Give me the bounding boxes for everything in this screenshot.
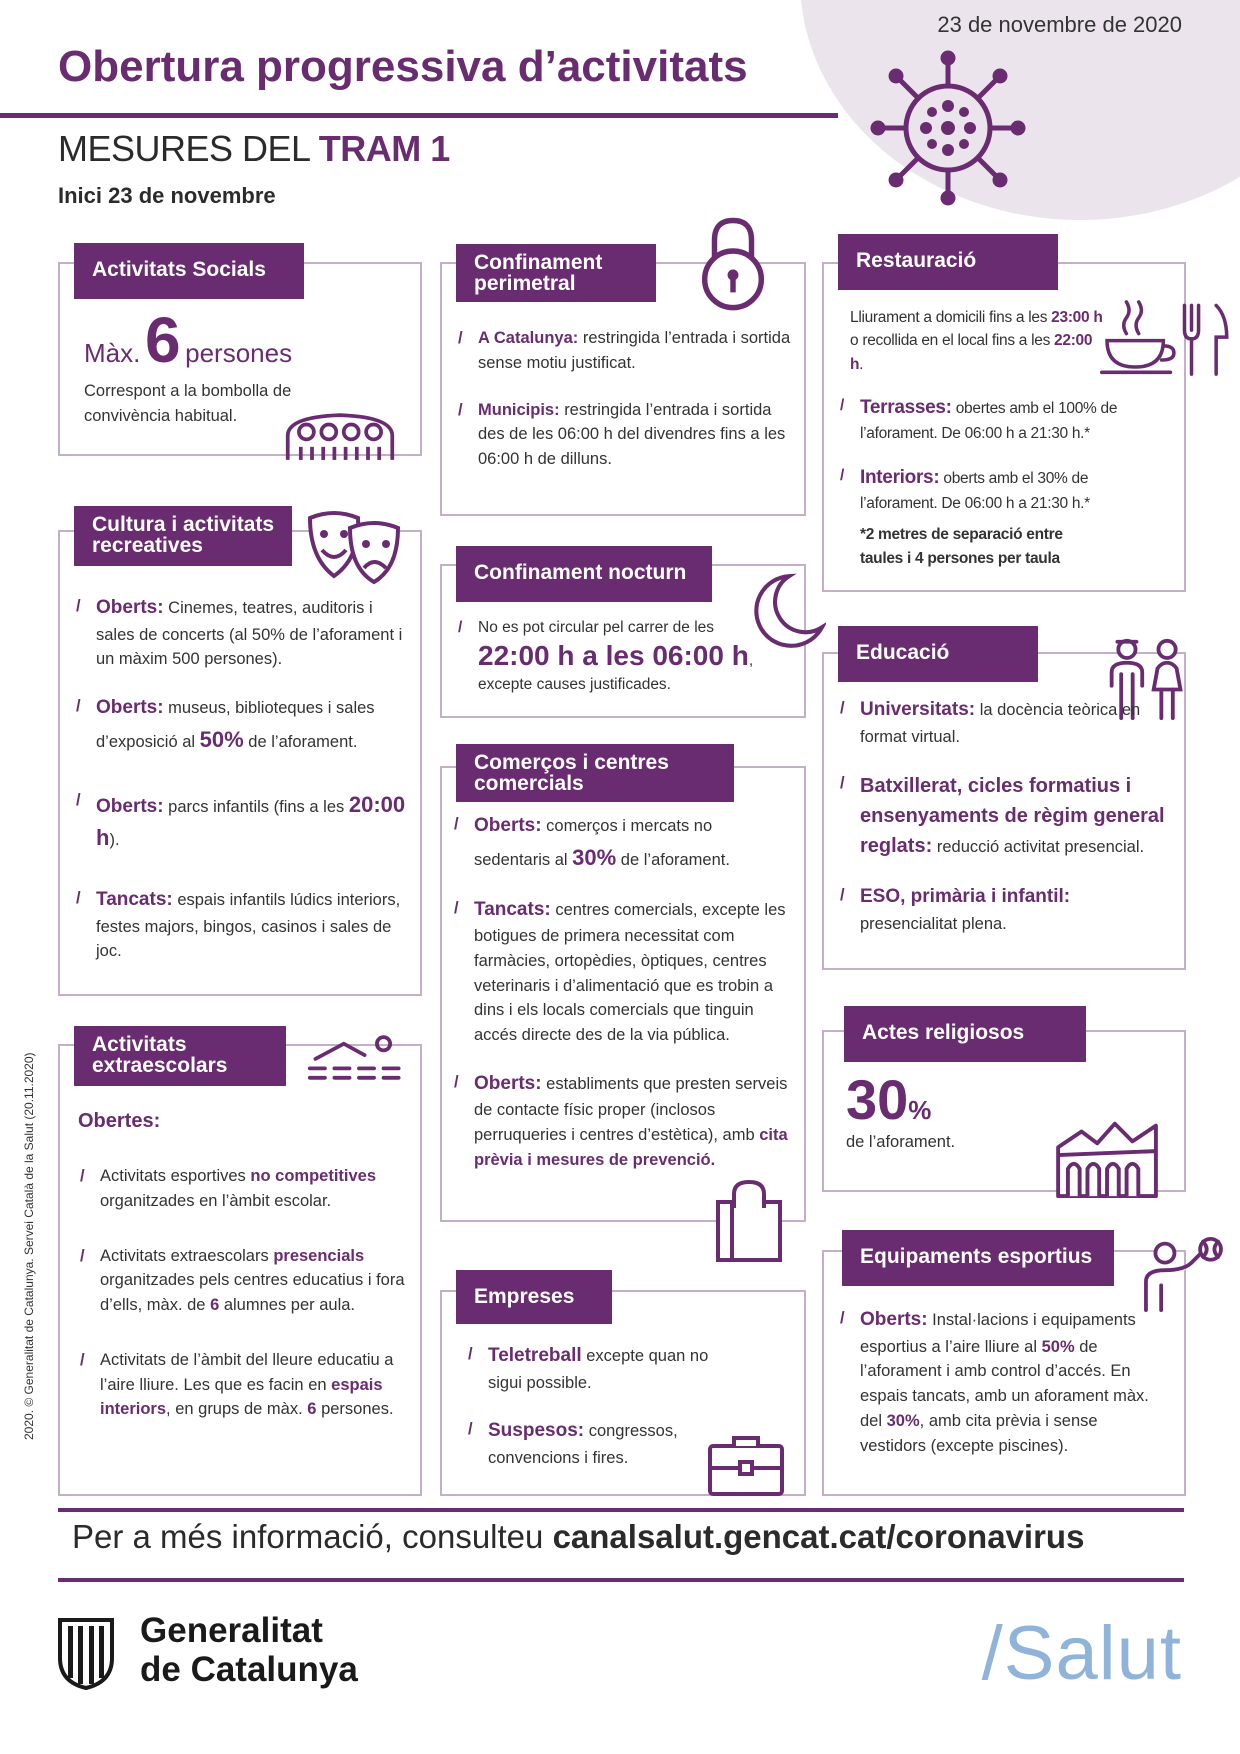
nocturn-header: Confinament nocturn [456, 546, 712, 602]
generalitat-name-line1: Generalitat [140, 1611, 323, 1650]
comercos-item-1-text-b: de l’aforament. [620, 850, 730, 869]
perimetral-item-2-text: restringida l’entrada i sortida des de les 06:00 h del divendres fins a les 06:00 h de dilluns. [478, 400, 786, 468]
restauracio-item-1-key: Terrasses: [860, 396, 952, 418]
theater-masks-icon [304, 506, 404, 586]
restauracio-delivery-a: Lliurament a domicili fins a les [850, 309, 1048, 326]
comercos-item-1-key: Oberts: [474, 815, 542, 836]
empreses-item-1 [466, 1342, 716, 1395]
padlock-icon [694, 214, 772, 312]
religiosos-text: de l’aforament. [846, 1133, 956, 1151]
socials-max-value: 6 [144, 304, 181, 376]
moon-icon [744, 570, 826, 652]
extra-item-2-text-c: alumnes per aula. [223, 1296, 356, 1314]
empreses-header: Empreses [456, 1270, 612, 1324]
more-info-prefix: Per a més informació, consulteu [72, 1518, 544, 1555]
briefcase-icon [706, 1432, 786, 1498]
copyright-note: 2020. © Generalitat de Catalunya. Servei Català de la Salut (20.11.2020) [22, 1052, 36, 1440]
shopping-bag-icon [714, 1178, 784, 1264]
restauracio-item-2-text: oberts amb el 30% de l’aforament. De 06:00 h a 21:30 h.* [860, 469, 1090, 512]
esportius-text-a: Instal·lacions i equipaments esportius a l’aire lliure al [860, 1311, 1136, 1356]
comercos-item-3-text: establiments que presten serveis de contacte físic proper (inclosos perruqueries i centres d’estètica), amb [474, 1074, 788, 1144]
restauracio-delivery-b: o recollida en el local fins a les [850, 332, 1051, 350]
generalitat-logo-icon [58, 1618, 114, 1690]
educacio-item-2-key: Batxillerat, cicles formatius i ensenyaments de règim general reglats: [860, 775, 1165, 858]
esportius-text-c: , amb cita prèvia i sense vestidors (excepte piscines). [860, 1411, 1098, 1455]
comercos-item-1 [452, 812, 792, 874]
esportius-value1: 50% [1041, 1337, 1075, 1356]
page-title: Obertura progressiva d’activitats [58, 42, 748, 91]
comercos-item-2-key: Tancats: [474, 898, 551, 920]
educacio-item-2 [838, 771, 1168, 861]
extra-item-3-text-a: Activitats de l’àmbit del lleure educatiu a l’aire lliure. Les que es facin en [100, 1350, 394, 1394]
cultura-header: Cultura i activitats recreatives [74, 506, 292, 566]
generalitat-name-line2: de Catalunya [140, 1649, 358, 1689]
generalitat-name [140, 1612, 358, 1689]
restauracio-delivery-time1: 23:00 h [1051, 309, 1103, 326]
cultura-item-1-text: Cinemes, teatres, auditoris i sales de concerts (al 50% de l’aforament i un màxim 500 persones). [96, 599, 403, 669]
restauracio-note: *2 metres de separació entre taules i 4 persones per taula [860, 526, 1063, 567]
educacio-item-1-text: la docència teòrica en format virtual. [860, 701, 1141, 746]
religiosos-unit: % [908, 1095, 932, 1125]
perimetral-body [456, 326, 796, 494]
educacio-item-3-text: presencialitat plena. [860, 914, 1007, 933]
comercos-header: Comerços i centres comercials [456, 744, 734, 802]
extra-item-2 [78, 1244, 414, 1318]
perimetral-item-1-text: restringida l’entrada i sortida sense motiu justificat. [478, 329, 791, 372]
comercos-item-1-text-a: comerços i mercats no sedentaris al [474, 817, 713, 869]
restauracio-item-1-text: obertes amb el 100% de l’aforament. De 06:00 h a 21:30 h.* [860, 399, 1118, 443]
extra-item-3-hl2: 6 [307, 1400, 317, 1419]
restauracio-header: Restauració [838, 234, 1058, 290]
educacio-item-1 [838, 696, 1168, 749]
cultura-item-3-value: 20:00 h [96, 791, 406, 850]
extra-header: Activitats extraescolars [74, 1026, 286, 1086]
extra-item-2-hl: presencials [273, 1246, 365, 1265]
empreses-item-2-text: congressos, convencions i fires. [488, 1422, 678, 1467]
extra-item-2-hl2: 6 [210, 1296, 220, 1314]
nocturn-hours: 22:00 h a les 06:00 h [478, 640, 749, 672]
sport-player-icon [1140, 1236, 1226, 1312]
extra-item-2-text-a: Activitats extraescolars [100, 1246, 269, 1265]
esportius-header: Equipaments esportius [842, 1230, 1114, 1286]
extra-intro: Obertes: [78, 1110, 161, 1132]
restauracio-delivery-time2: 22:00 h [850, 332, 1093, 373]
extra-item-3 [78, 1348, 414, 1422]
esportius-item [838, 1306, 1168, 1458]
restauracio-item-2 [838, 464, 1148, 516]
cultura-item-1 [74, 594, 410, 672]
nocturn-item: / No es pot circular pel carrer de les 22:00 h a les 06:00 h, excepte causes justificades. [456, 616, 756, 696]
esportius-body [838, 1306, 1168, 1480]
educacio-header: Educació [838, 626, 1038, 682]
comercos-item-1-value: 30% [572, 844, 617, 870]
subtitle-prefix: MESURES DEL [58, 128, 310, 169]
extra-item-1 [78, 1164, 414, 1214]
cultura-item-3-text-a: parcs infantils (fins a les [168, 797, 345, 816]
comercos-body [452, 812, 792, 1195]
perimetral-item-1 [456, 326, 796, 376]
nocturn-body [456, 616, 756, 718]
extra-item-3-text-b: , en grups de màx. [166, 1400, 303, 1419]
religiosos-body [846, 1068, 1046, 1155]
info-bottom-divider [58, 1578, 1184, 1582]
educacio-item-1-key: Universitats: [860, 699, 976, 720]
subtitle-highlight: TRAM 1 [318, 128, 450, 169]
educacio-item-3 [838, 883, 1168, 936]
perimetral-header: Confinament perimetral [456, 244, 656, 302]
perimetral-item-2-key: Municipis: [478, 400, 560, 419]
extra-item-2-text-b: organitzades pels centres educatius i fora d’ells, màx. de [100, 1271, 405, 1314]
publication-date: 23 de novembre de 2020 [937, 12, 1182, 37]
cultura-body [74, 594, 410, 986]
socials-max-label: Màx. [84, 338, 141, 368]
info-top-divider [58, 1508, 1184, 1512]
page-subtitle [58, 128, 450, 170]
cultura-item-3-key: Oberts: [96, 795, 164, 817]
empreses-item-1-text: excepte quan no sigui possible. [488, 1347, 709, 1392]
empreses-item-2-key: Suspesos: [488, 1420, 585, 1442]
virus-icon [868, 48, 1028, 208]
cultura-item-2-value: 50% [199, 726, 244, 752]
comercos-item-3-key: Oberts: [474, 1072, 542, 1094]
educacio-item-2-text: reducció activitat presencial. [936, 838, 1145, 857]
swimmer-icon [306, 1030, 410, 1084]
comercos-item-3 [452, 1070, 792, 1173]
cultura-item-3-text-b: ). [109, 831, 120, 849]
restauracio-item-2-key: Interiors: [860, 466, 940, 488]
nocturn-text-a: No es pot circular pel carrer de les [478, 619, 715, 636]
restauracio-item-1 [838, 394, 1148, 446]
more-info-link[interactable]: canalsalut.gencat.cat/coronavirus [552, 1518, 1085, 1555]
educacio-item-3-key: ESO, primària i infantil: [860, 886, 1071, 908]
perimetral-item-2 [456, 398, 796, 472]
socials-max-unit: persones [185, 338, 293, 368]
empreses-item-2 [466, 1417, 716, 1470]
cultura-item-2-text-b: de l’aforament. [248, 732, 358, 751]
church-icon [1054, 1112, 1162, 1200]
more-info [72, 1518, 1084, 1556]
cultura-item-4 [74, 886, 410, 964]
religiosos-value: 30 [846, 1068, 909, 1131]
religiosos-header: Actes religiosos [844, 1006, 1086, 1062]
cultura-item-4-key: Tancats: [96, 889, 173, 910]
restauracio-delivery: Lliurament a domicili fins a les 23:00 h o recollida en el local fins a les 22:00 h. [850, 309, 1103, 373]
perimetral-item-1-key: A Catalunya: [478, 329, 579, 347]
extra-item-1-text-b: organitzades en l’àmbit escolar. [100, 1191, 332, 1210]
restauracio-body [838, 306, 1148, 570]
extra-item-1-hl: no competitives [250, 1167, 377, 1185]
extra-body [78, 1106, 414, 1444]
comercos-item-2 [452, 896, 792, 1048]
esportius-text-b: de l’aforament i amb control d’accés. En espais tancats, amb un aforament màx. del [860, 1337, 1149, 1430]
group-people-icon [284, 398, 396, 464]
educacio-body [838, 696, 1168, 959]
empreses-body [466, 1342, 716, 1493]
comercos-item-3-hl: cita prèvia i mesures de prevenció. [474, 1126, 788, 1169]
nocturn-text-b: excepte causes justificades. [478, 675, 671, 693]
cultura-item-3 [74, 788, 410, 855]
comercos-item-2-text: centres comercials, excepte les botigues de primera necessitat com farmàcies, ortopèdies, òptiques, centres veterinaris i d’alimentació que es trobin a dins i els locals comercials que tinguin accés directe des de la via pública. [474, 900, 786, 1044]
start-date: Inici 23 de novembre [58, 183, 276, 208]
extra-item-1-text-a: Activitats esportives [100, 1167, 246, 1185]
esportius-value2: 30% [886, 1411, 920, 1430]
title-divider [0, 113, 838, 118]
socials-text: Correspont a la bombolla de convivència habitual. [84, 382, 292, 425]
socials-header: Activitats Socials [74, 243, 304, 299]
cultura-item-1-key: Oberts: [96, 597, 164, 618]
cultura-item-2-text-a: museus, biblioteques i sales d’exposició al [96, 699, 375, 751]
salut-logo: /Salut [981, 1611, 1182, 1696]
esportius-key: Oberts: [860, 1309, 928, 1330]
empreses-item-1-key: Teletreball [488, 1345, 582, 1366]
cultura-item-2-key: Oberts: [96, 697, 164, 718]
cultura-item-2 [74, 694, 410, 756]
cultura-item-4-text: espais infantils lúdics interiors, festes majors, bingos, casinos i sales de joc. [96, 891, 401, 961]
extra-item-3-text-c: persones. [321, 1400, 394, 1419]
extra-item-3-hl: espais interiors [100, 1375, 383, 1419]
